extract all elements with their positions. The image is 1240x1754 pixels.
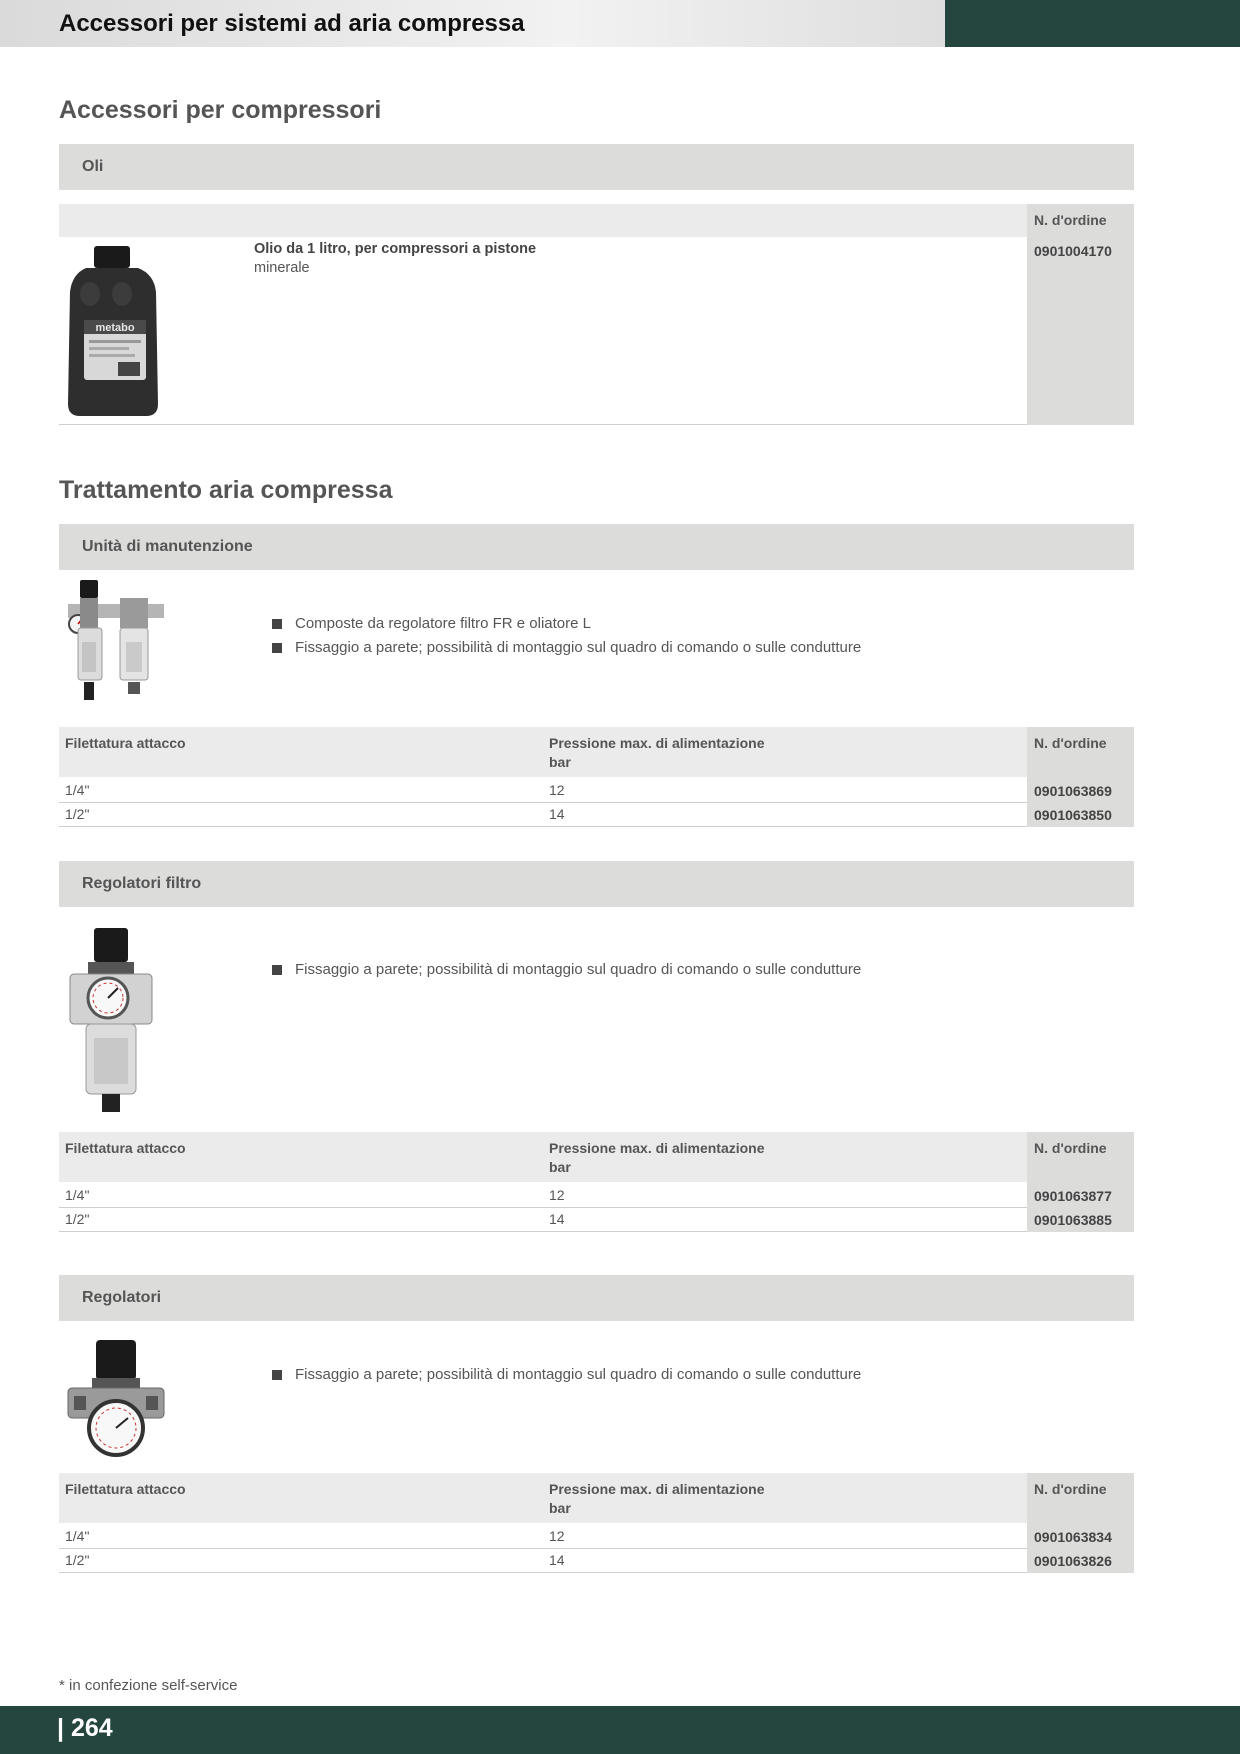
footnote: * in confezione self-service [59, 1677, 238, 1694]
order-number: 0901063834 [1034, 1529, 1112, 1545]
order-number-header: N. d'ordine [1034, 735, 1107, 751]
section-title-compressori: Accessori per compressori [59, 96, 382, 124]
order-number-header: N. d'ordine [1034, 212, 1107, 228]
category-band-unita [59, 524, 1134, 570]
header-brand-block [945, 0, 1240, 47]
category-label: Regolatori filtro [82, 875, 202, 892]
order-number-header: N. d'ordine [1034, 1481, 1107, 1497]
row-divider [59, 1231, 1027, 1232]
cell-thread: 1/4" [65, 1187, 90, 1203]
cell-pressure: 14 [549, 806, 565, 822]
category-band-regolatori [59, 1275, 1134, 1321]
page-number: | 264 [57, 1714, 113, 1742]
row-divider [59, 1572, 1027, 1573]
bullet-icon [272, 643, 282, 653]
maintenance-unit-image [66, 578, 166, 706]
row-divider [59, 1548, 1027, 1549]
cell-thread: 1/2" [65, 1552, 90, 1568]
header-pressure: Pressione max. di alimentazione [549, 1481, 765, 1497]
header-pressure: Pressione max. di alimentazione [549, 735, 765, 751]
order-number: 0901004170 [1034, 243, 1112, 259]
bottle-logo: metabo [95, 322, 135, 334]
feature-text: Fissaggio a parete; possibilità di montaggio sul quadro di comando o sulle condutture [295, 1366, 862, 1383]
spec-table-header [59, 1132, 1027, 1182]
feature-text: Composte da regolatore filtro FR e oliatore L [295, 615, 591, 632]
order-number: 0901063826 [1034, 1553, 1112, 1569]
page-title: Accessori per sistemi ad aria compressa [59, 10, 525, 37]
cell-pressure: 12 [549, 1187, 565, 1203]
cell-thread: 1/2" [65, 1211, 90, 1227]
cell-thread: 1/2" [65, 806, 90, 822]
header-pressure-unit: bar [549, 1159, 571, 1175]
order-number: 0901063885 [1034, 1212, 1112, 1228]
category-band-regolatori-filtro [59, 861, 1134, 907]
product-name: Olio da 1 litro, per compressori a pistone [254, 241, 537, 257]
feature-text: Fissaggio a parete; possibilità di montaggio sul quadro di comando o sulle condutture [295, 639, 862, 656]
product-table-header [59, 204, 1027, 237]
header-thread: Filettatura attacco [65, 1481, 186, 1497]
bullet-icon [272, 965, 282, 975]
category-label: Regolatori [82, 1289, 162, 1306]
feature-text: Fissaggio a parete; possibilità di montaggio sul quadro di comando o sulle condutture [295, 961, 862, 978]
header-pressure-unit: bar [549, 1500, 571, 1516]
row-divider [59, 424, 1027, 425]
oil-bottle-image [64, 244, 164, 420]
filter-regulator-image [66, 926, 156, 1116]
category-band-oli [59, 144, 1134, 190]
header-thread: Filettatura attacco [65, 735, 186, 751]
category-label: Unità di manutenzione [82, 538, 253, 555]
row-divider [59, 826, 1027, 827]
cell-pressure: 12 [549, 782, 565, 798]
cell-pressure: 14 [549, 1211, 565, 1227]
spec-table-header [59, 1473, 1027, 1523]
order-number: 0901063877 [1034, 1188, 1112, 1204]
cell-thread: 1/4" [65, 1528, 90, 1544]
spec-table-header [59, 727, 1027, 777]
order-number: 0901063869 [1034, 783, 1112, 799]
category-label: Oli [82, 158, 104, 175]
order-number-header: N. d'ordine [1034, 1140, 1107, 1156]
regulator-image [66, 1338, 166, 1458]
cell-pressure: 12 [549, 1528, 565, 1544]
order-number: 0901063850 [1034, 807, 1112, 823]
section-title-trattamento: Trattamento aria compressa [59, 476, 393, 504]
header-pressure-unit: bar [549, 754, 571, 770]
cell-thread: 1/4" [65, 782, 90, 798]
bullet-icon [272, 619, 282, 629]
product-variant: minerale [254, 260, 310, 276]
bullet-icon [272, 1370, 282, 1380]
header-pressure: Pressione max. di alimentazione [549, 1140, 765, 1156]
row-divider [59, 1207, 1027, 1208]
header-thread: Filettatura attacco [65, 1140, 186, 1156]
row-divider [59, 802, 1027, 803]
page-header [0, 0, 1240, 47]
cell-pressure: 14 [549, 1552, 565, 1568]
page-footer [0, 1706, 1240, 1754]
order-column [1027, 204, 1134, 425]
